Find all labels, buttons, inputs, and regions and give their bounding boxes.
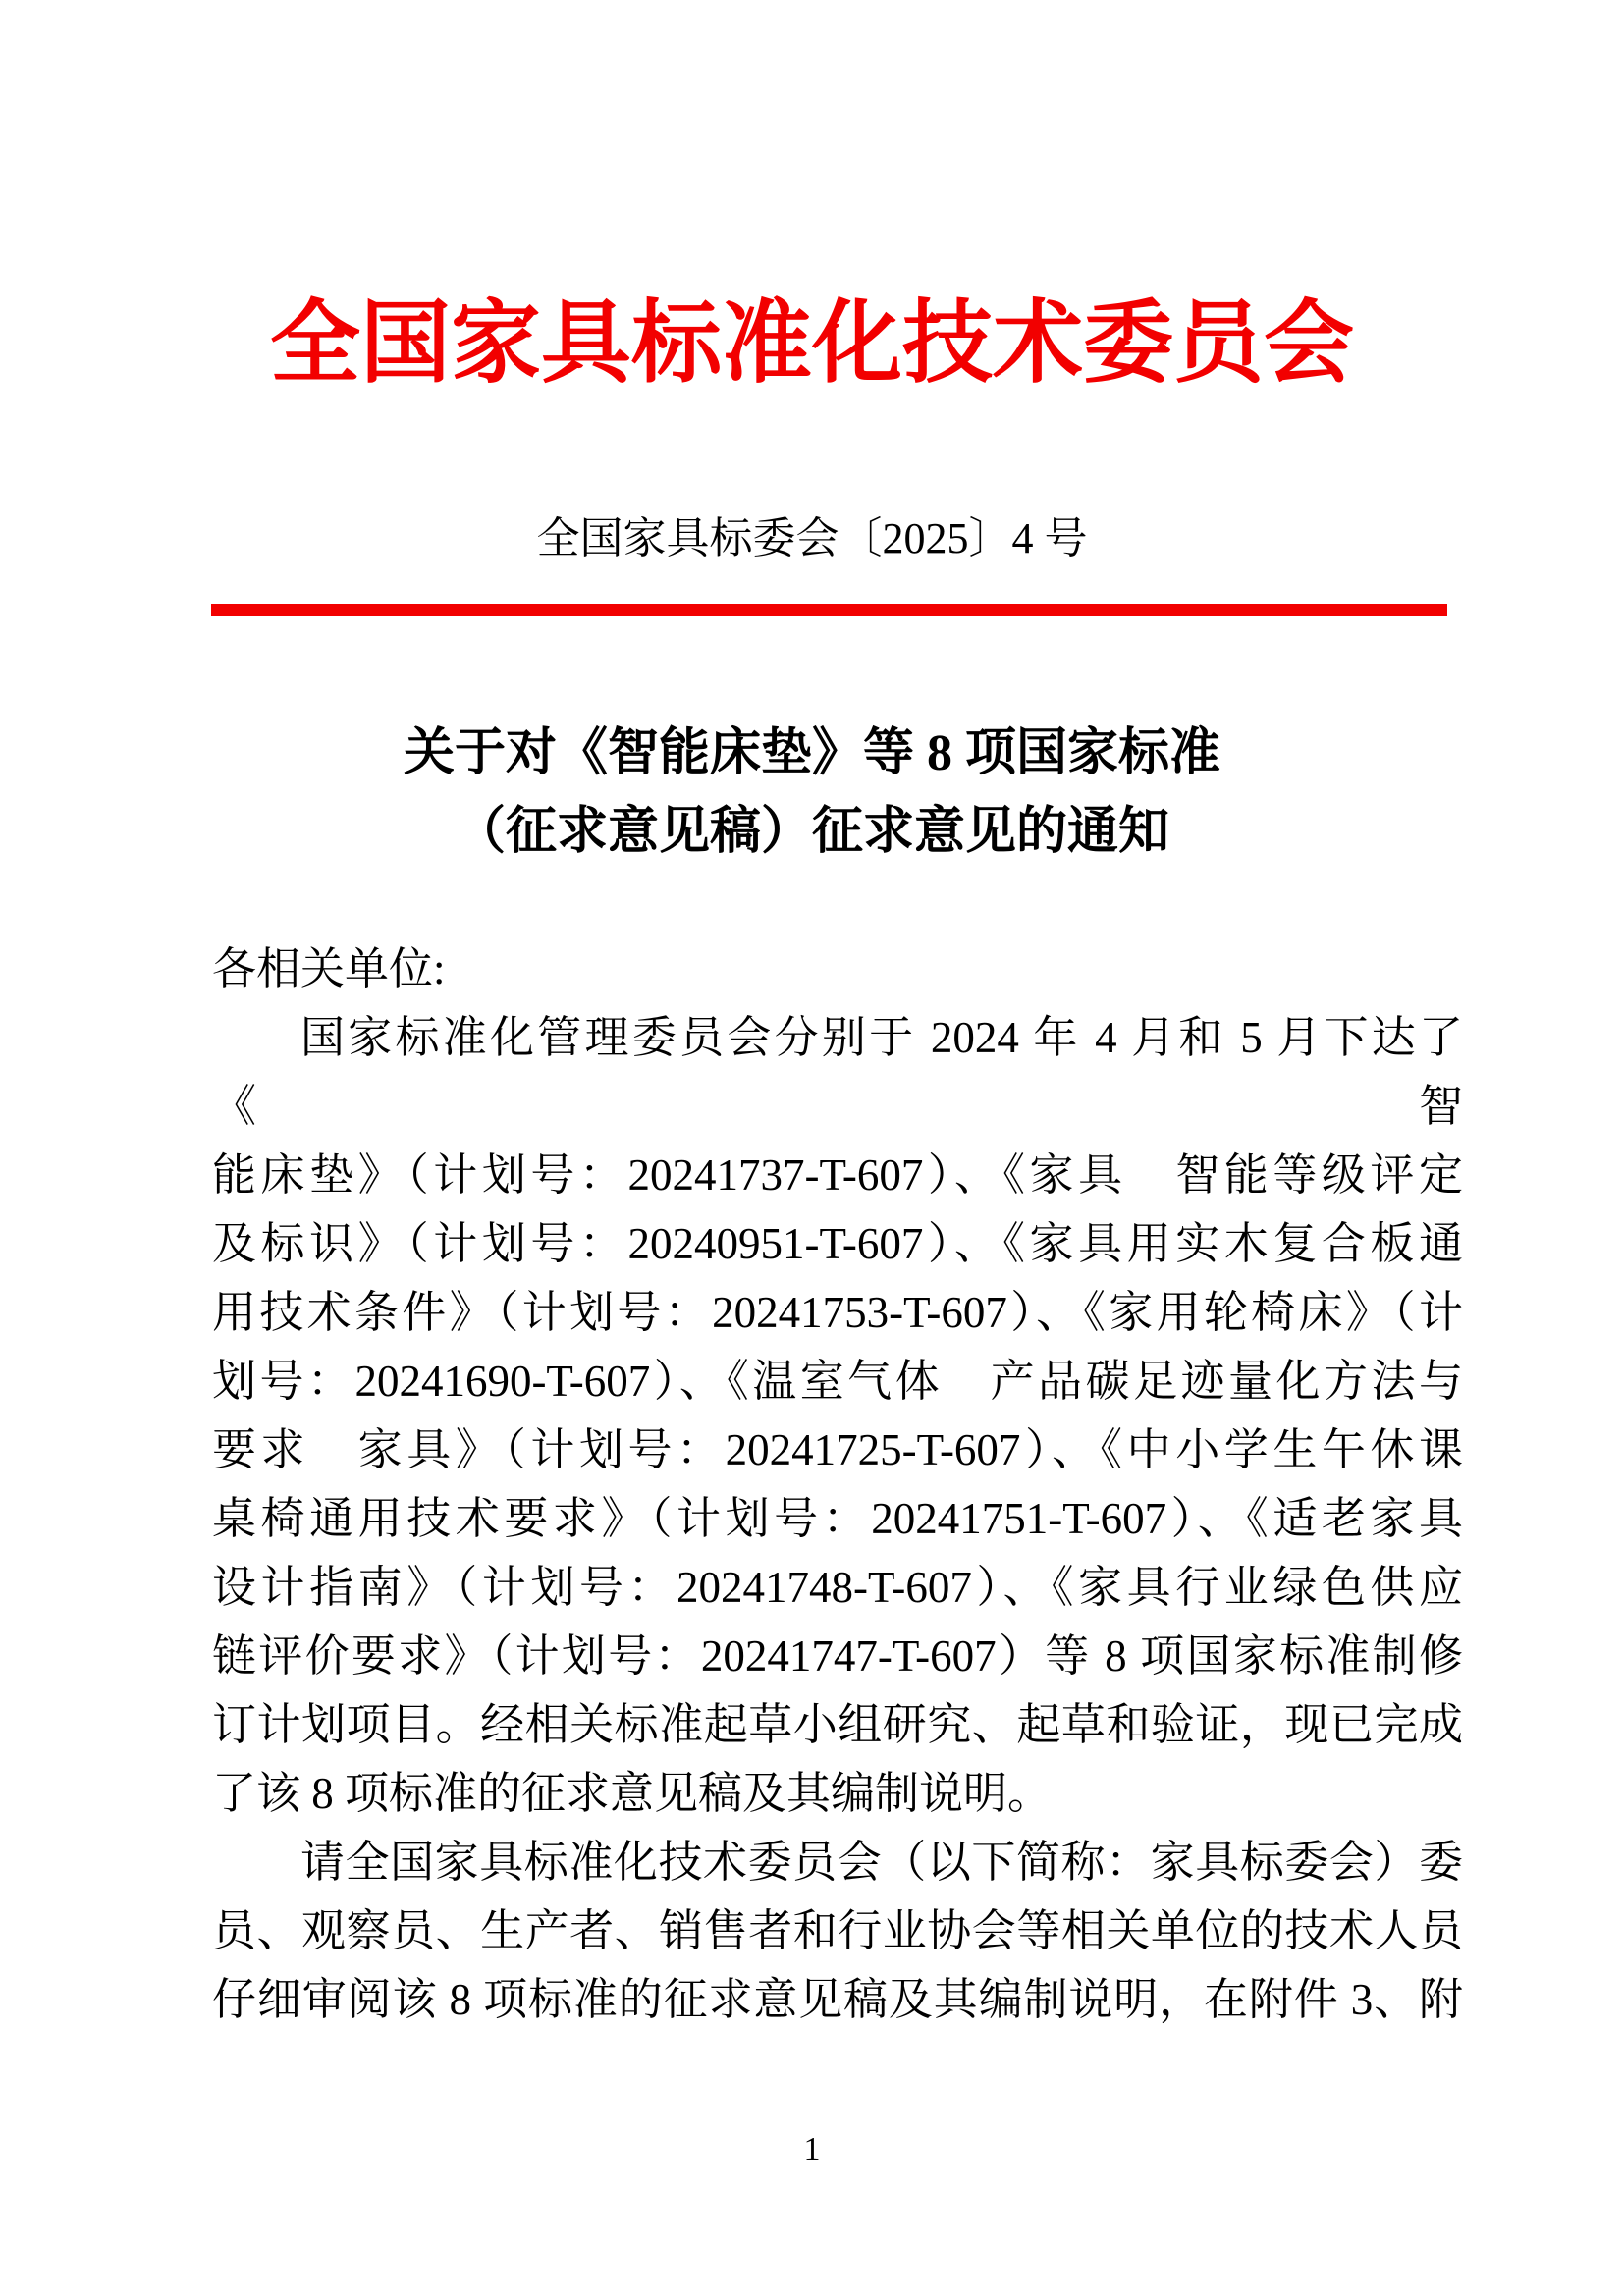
notice-title	[0, 715, 1624, 872]
body-line: 请全国家具标准化技术委员会（以下简称：家具标委会）委	[300, 1838, 1463, 1887]
document-number: 全国家具标委会〔2025〕4 号	[536, 514, 1088, 562]
body-line: 仔细审阅该 8 项标准的征求意见稿及其编制说明，在附件 3、附	[212, 1975, 1463, 2024]
body-line: 桌椅通用技术要求》（计划号：20241751-T-607）、《适老家具	[212, 1494, 1463, 1543]
body-line: 了该 8 项标准的征求意见稿及其编制说明。	[212, 1769, 1053, 1818]
body-line: 链评价要求》（计划号：20241747-T-607）等 8 项国家标准制修	[212, 1631, 1463, 1681]
body-text	[212, 934, 1463, 2034]
body-line: 要求 家具》（计划号：20241725-T-607）、《中小学生午休课	[212, 1425, 1463, 1474]
red-divider-line	[211, 604, 1447, 616]
body-line: 划号：20241690-T-607）、《温室气体 产品碳足迹量化方法与	[212, 1357, 1463, 1406]
body-line: 能床垫》（计划号：20241737-T-607）、《家具 智能等级评定	[212, 1150, 1463, 1200]
page-number: 1	[803, 2131, 821, 2167]
body-line: 国家标准化管理委员会分别于 2024 年 4 月和 5 月下达了《智	[212, 1013, 1463, 1131]
notice-title-line-2: （征求意见稿）征求意见的通知	[454, 804, 1169, 860]
notice-title-line-1: 关于对《智能床垫》等 8 项国家标准	[403, 725, 1220, 781]
body-line: 员、观察员、生产者、销售者和行业协会等相关单位的技术人员	[212, 1906, 1463, 1955]
body-line-salutation: 各相关单位:	[212, 944, 446, 993]
organization-title: 全国家具标准化技术委员会	[269, 294, 1354, 394]
body-line: 用技术条件》（计划号：20241753-T-607）、《家用轮椅床》（计	[212, 1288, 1463, 1337]
body-line: 设计指南》（计划号：20241748-T-607）、《家具行业绿色供应	[212, 1563, 1463, 1612]
body-line: 及标识》（计划号：20240951-T-607）、《家具用实木复合板通	[212, 1219, 1463, 1268]
body-line: 订计划项目。经相关标准起草小组研究、起草和验证，现已完成	[212, 1700, 1463, 1749]
